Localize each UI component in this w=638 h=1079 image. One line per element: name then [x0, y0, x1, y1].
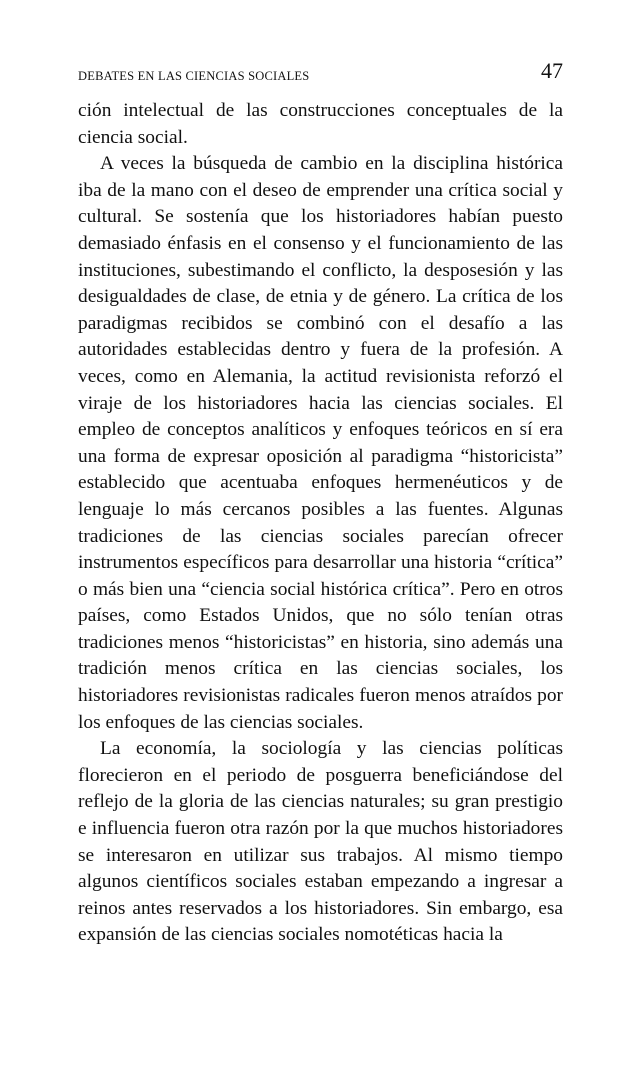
paragraph: La economía, la sociología y las ciencias políticas florecieron en el periodo de posguerra beneficiándose del reflejo de la gloria de las ciencias naturales; su gran prestigio e influencia fueron otra razón por la que muchos historiadores se interesaron en utilizar sus trabajos. Al mismo tiempo algunos científicos sociales estaban empezando a ingresar a reinos antes reservados a los historiadores. Sin embargo, esa expansión de las ciencias sociales nomotéticas hacia la	[78, 738, 563, 946]
paragraph-continuation: ción intelectual de las construcciones conceptuales de la ciencia social.	[78, 100, 563, 148]
page-number: 47	[541, 58, 563, 83]
paragraph: A veces la búsqueda de cambio en la disciplina histórica iba de la mano con el deseo de emprender una crítica social y cultural. Se sostenía que los historiadores habían puesto demasiado énfasis en el consenso y el funcionamiento de las instituciones, subestimando el conflicto, la desposesión y las desigualdades de clase, de etnia y de género. La crítica de los paradigmas recibidos se combinó con el desafío a las autoridades establecidas dentro y fuera de la profesión. A veces, como en Alemania, la actitud revisionista reforzó el viraje de los historiadores hacia las ciencias sociales. El empleo de conceptos analíticos y enfoques teóricos en sí era una forma de expresar oposición al paradigma “historicista” establecido que acentuaba enfoques hermenéuticos y de lenguaje lo más cercanos posibles a las fuentes. Algunas tradiciones de las ciencias sociales parecían ofrecer instrumentos específicos para desarrollar una historia “crítica” o más bien una “ciencia social histórica crítica”. Pero en otros países, como Estados Unidos, que no sólo tenían otras tradiciones menos “historicistas” en historia, sino además una tradición menos crítica en las ciencias sociales, los historiadores revisionistas radicales fueron menos atraídos por los enfoques de las ciencias sociales.	[78, 153, 563, 733]
running-header	[78, 58, 563, 94]
body-text	[78, 98, 563, 949]
book-page	[78, 58, 563, 949]
running-header-title: DEBATES EN LAS CIENCIAS SOCIALES	[78, 69, 310, 83]
